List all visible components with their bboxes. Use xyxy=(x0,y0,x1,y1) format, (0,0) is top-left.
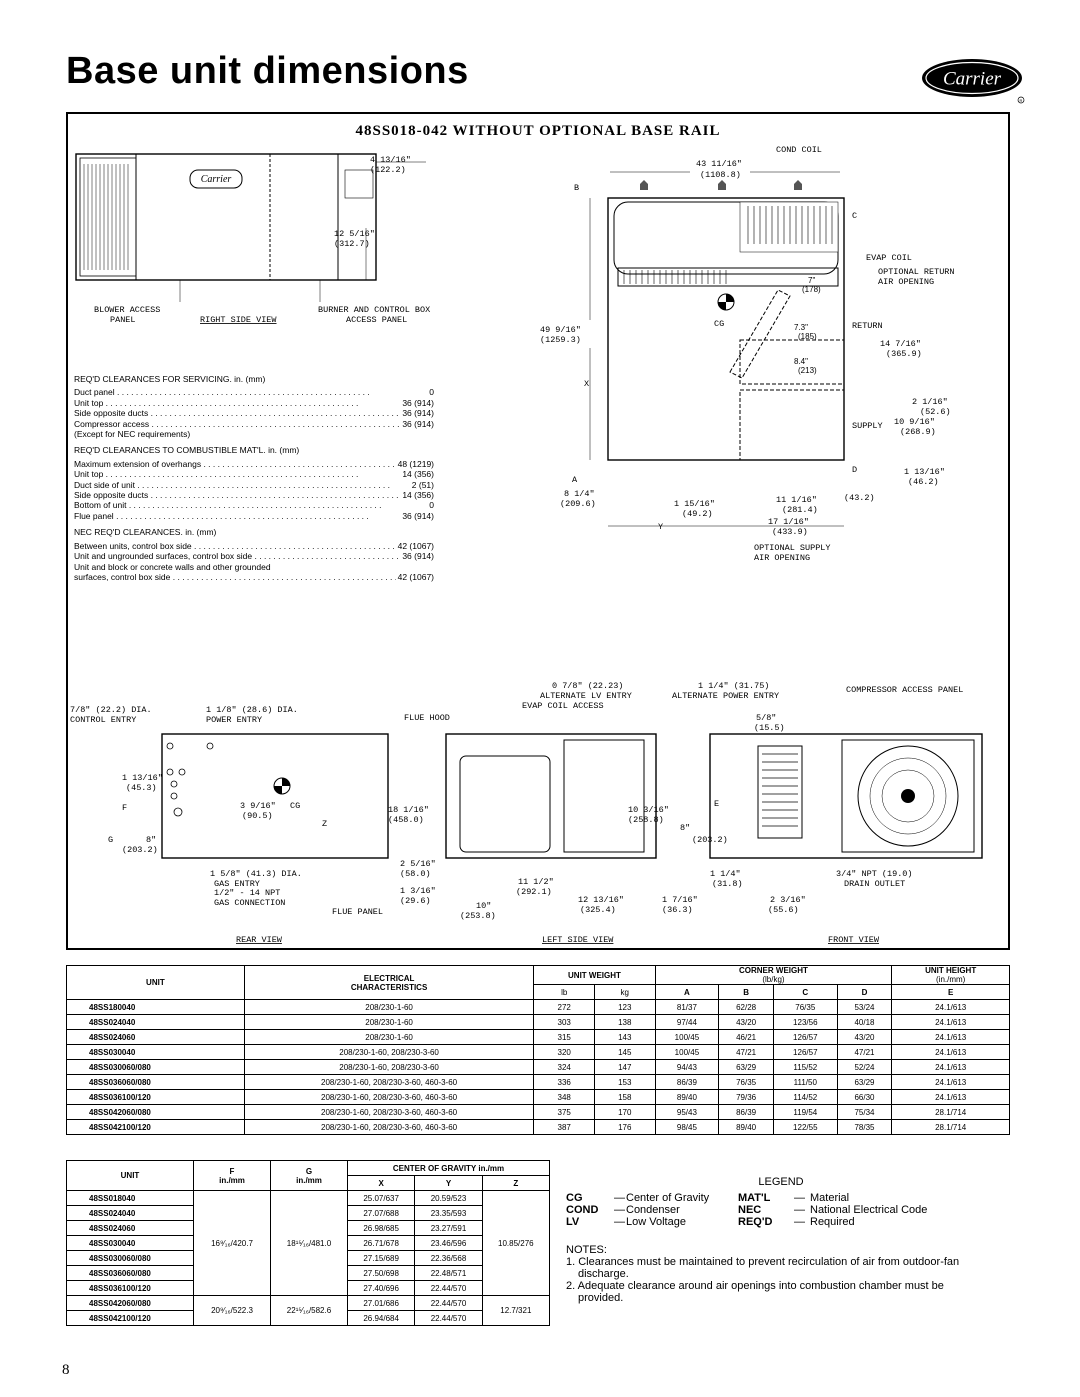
dim-label: 11 1/2" xyxy=(518,877,554,887)
clearance-row: Unit and ungrounded surfaces, control box side . . . 36 (914) xyxy=(74,551,434,561)
table-cell: 28.1/714 xyxy=(892,1120,1010,1135)
dim-label: 2 1/16" xyxy=(912,397,948,407)
table-cell: 40/18 xyxy=(837,1015,892,1030)
table-cell: 22.44/570 xyxy=(415,1281,482,1296)
servicing-heading: REQ'D CLEARANCES FOR SERVICING. in. (mm) xyxy=(74,374,266,384)
label-cg2: CG xyxy=(290,801,301,811)
table-cell: 24.1/613 xyxy=(892,1030,1010,1045)
dim-label: 1 3/16" xyxy=(400,886,436,896)
dim-label: (209.6) xyxy=(560,499,596,509)
dim-label: (258.8) xyxy=(628,815,664,825)
col-header: A xyxy=(655,985,719,1000)
table-cell: 66/30 xyxy=(837,1090,892,1105)
clearance-row: Duct panel . . . 0 xyxy=(74,387,434,397)
table-cell: 26.94/684 xyxy=(348,1311,415,1326)
table-cell: 48SS036100/120 xyxy=(67,1281,194,1296)
label-c: C xyxy=(852,211,858,221)
table-cell: 48SS036060/080 xyxy=(67,1266,194,1281)
table-cell: 76/35 xyxy=(719,1075,774,1090)
dim-label: (312.7) xyxy=(334,239,370,249)
optional-supply-label: OPTIONAL SUPPLY xyxy=(754,543,831,553)
dim-label: 8.4" xyxy=(794,357,808,366)
table-cell: 23.35/593 xyxy=(415,1206,482,1221)
unit-badge: Carrier xyxy=(200,174,232,185)
dim-label: (292.1) xyxy=(516,887,552,897)
dim-label: (90.5) xyxy=(242,811,273,821)
dim-label: 18 1/16" xyxy=(388,805,429,815)
table-cell: 48SS042100/120 xyxy=(67,1311,194,1326)
table-cell: 22¹⁵⁄₁₆/582.6 xyxy=(271,1296,348,1326)
table-cell: 375 xyxy=(534,1105,595,1120)
table-cell: 48SS024060 xyxy=(67,1221,194,1236)
svg-text:R: R xyxy=(1019,98,1023,103)
dim-label: 1 13/16" xyxy=(122,773,163,783)
dim-label: (178) xyxy=(802,285,821,294)
dim-label: 4 13/16" xyxy=(370,155,411,165)
table-cell: 63/29 xyxy=(837,1075,892,1090)
unit-weights-table xyxy=(66,965,1010,1135)
table-cell: 62/28 xyxy=(719,1000,774,1015)
dim-label: 10 9/16" xyxy=(894,417,935,427)
table-row xyxy=(67,1090,1010,1105)
col-header: Y xyxy=(415,1176,482,1191)
dim-label: (58.0) xyxy=(400,869,431,879)
table-cell: 47/21 xyxy=(719,1045,774,1060)
legend xyxy=(566,1176,996,1228)
nec-line: Unit and block or concrete walls and other grounded xyxy=(74,561,271,572)
label-e: E xyxy=(714,799,720,809)
rear-view-label: REAR VIEW xyxy=(236,935,282,945)
table-cell: 48SS030040 xyxy=(67,1045,245,1060)
dim-label: (1259.3) xyxy=(540,335,581,345)
dim-label: (203.2) xyxy=(692,835,728,845)
table-cell: 24.1/613 xyxy=(892,1090,1010,1105)
logo-text: Carrier xyxy=(942,68,1002,90)
flue-panel-label: FLUE PANEL xyxy=(332,907,384,917)
table-cell: 12.7/321 xyxy=(482,1296,549,1326)
dim-label: 1 13/16" xyxy=(904,467,945,477)
table-cell: 43/20 xyxy=(837,1030,892,1045)
drain-npt-label: 3/4" NPT (19.0) xyxy=(836,869,913,879)
col-header: CORNER WEIGHT (lb/kg) xyxy=(655,966,892,985)
table-cell: 320 xyxy=(534,1045,595,1060)
label-x: X xyxy=(584,379,590,389)
col-header: UNIT HEIGHT (in./mm) xyxy=(892,966,1010,985)
front-view-label: FRONT VIEW xyxy=(828,935,880,945)
clearance-row: Duct side of unit . . . 2 (51) xyxy=(74,480,434,490)
table-cell: 24.1/613 xyxy=(892,1000,1010,1015)
dim-label: 8" xyxy=(146,835,157,845)
table-cell: 48SS042060/080 xyxy=(67,1105,245,1120)
table-row xyxy=(67,1191,550,1206)
dim-label: (1108.8) xyxy=(700,170,741,180)
table-cell: 27.50/698 xyxy=(348,1266,415,1281)
table-cell: 23.27/591 xyxy=(415,1221,482,1236)
table-cell: 208/230-1-60, 208/230-3-60, 460-3-60 xyxy=(244,1105,534,1120)
nec-heading: NEC REQ'D CLEARANCES. in. (mm) xyxy=(74,527,217,538)
table-cell: 48SS180040 xyxy=(67,1000,245,1015)
dim-label: (253.8) xyxy=(460,911,496,921)
elevation-views-drawing xyxy=(70,676,1006,948)
table-cell: 145 xyxy=(594,1045,655,1060)
col-header: UNIT WEIGHT xyxy=(534,966,655,985)
table-cell: 115/52 xyxy=(773,1060,837,1075)
table-cell: 22.44/570 xyxy=(415,1296,482,1311)
table-cell: 18¹⁵⁄₁₆/481.0 xyxy=(271,1191,348,1296)
col-header: B xyxy=(719,985,774,1000)
table-cell: 52/24 xyxy=(837,1060,892,1075)
dim-label: (43.2) xyxy=(844,493,875,503)
table-cell: 27.40/696 xyxy=(348,1281,415,1296)
table-cell: 126/57 xyxy=(773,1030,837,1045)
dim-label: 8" xyxy=(680,823,691,833)
legend-row: CG — Center of Gravity MAT'L — Material xyxy=(566,1192,850,1204)
clearance-row: Maximum extension of overhangs . . . 48 (1219) xyxy=(74,459,434,469)
table-cell: 95/43 xyxy=(655,1105,719,1120)
clearance-row: Between units, control box side . . . 42 (1067) xyxy=(74,541,434,551)
table-cell: 20.59/523 xyxy=(415,1191,482,1206)
clearance-row: surfaces, control box side . . . 42 (1067) xyxy=(74,572,434,582)
page-number: 8 xyxy=(62,1362,70,1378)
table-cell: 27.15/689 xyxy=(348,1251,415,1266)
return-label: RETURN xyxy=(852,321,883,331)
table-cell: 208/230-1-60, 208/230-3-60 xyxy=(244,1060,534,1075)
table-cell: 46/21 xyxy=(719,1030,774,1045)
dim-label: 17 1/16" xyxy=(768,517,809,527)
table-cell: 24.1/613 xyxy=(892,1015,1010,1030)
gas-connection-label: GAS CONNECTION xyxy=(214,898,286,908)
table-cell: 26.71/678 xyxy=(348,1236,415,1251)
table-cell: 48SS024060 xyxy=(67,1030,245,1045)
access-panel-label: ACCESS PANEL xyxy=(346,315,408,325)
cond-coil-label: COND COIL xyxy=(776,145,822,155)
table-cell: 86/39 xyxy=(719,1105,774,1120)
dim-label: 10" xyxy=(476,901,492,911)
dim-label: 1 1/8" (28.6) DIA. xyxy=(206,705,298,715)
table-cell: 89/40 xyxy=(719,1120,774,1135)
power-entry-label: POWER ENTRY xyxy=(206,715,263,725)
table-cell: 315 xyxy=(534,1030,595,1045)
dim-label: (281.4) xyxy=(782,505,818,515)
table-cell: 48SS018040 xyxy=(67,1191,194,1206)
table-row xyxy=(67,1296,550,1311)
col-header: F in./mm xyxy=(194,1161,271,1191)
evap-coil-label: EVAP COIL xyxy=(866,253,912,263)
table-cell: 22.48/571 xyxy=(415,1266,482,1281)
dim-label: (185) xyxy=(798,332,817,341)
section-heading: 48SS018-042 WITHOUT OPTIONAL BASE RAIL xyxy=(355,123,721,139)
table-cell: 272 xyxy=(534,1000,595,1015)
table-cell: 22.44/570 xyxy=(415,1311,482,1326)
clearance-row: Compressor access . . . 36 (914) xyxy=(74,419,434,429)
top-view-drawing xyxy=(540,140,980,570)
table-cell: 25.07/637 xyxy=(348,1191,415,1206)
servicing-note: (Except for NEC requirements) xyxy=(74,429,191,440)
table-cell: 122/55 xyxy=(773,1120,837,1135)
dim-label: 1 15/16" xyxy=(674,499,715,509)
table-cell: 48SS024040 xyxy=(67,1015,245,1030)
carrier-logo xyxy=(920,56,1030,104)
gas-entry-label: GAS ENTRY xyxy=(214,879,260,889)
table-cell: 387 xyxy=(534,1120,595,1135)
table-cell: 48SS042060/080 xyxy=(67,1296,194,1311)
clearance-row: Unit top . . . 14 (356) xyxy=(74,469,434,479)
table-cell: 176 xyxy=(594,1120,655,1135)
col-header: ELECTRICAL CHARACTERISTICS xyxy=(244,966,534,1000)
table-cell: 28.1/714 xyxy=(892,1105,1010,1120)
table-cell: 138 xyxy=(594,1015,655,1030)
col-header: Z xyxy=(482,1176,549,1191)
dim-label: 8 1/4" xyxy=(564,489,595,499)
table-cell: 100/45 xyxy=(655,1045,719,1060)
dim-label: (45.3) xyxy=(126,783,157,793)
dim-label: 7.3" xyxy=(794,323,808,332)
table-cell: 97/44 xyxy=(655,1015,719,1030)
notes-title: NOTES: xyxy=(566,1244,607,1256)
table-cell: 208/230-1-60 xyxy=(244,1015,534,1030)
supply-label: SUPPLY xyxy=(852,421,883,431)
col-header: C xyxy=(773,985,837,1000)
dim-label: 12 13/16" xyxy=(578,895,624,905)
dim-label: (122.2) xyxy=(370,165,406,175)
table-row xyxy=(67,1045,1010,1060)
dim-label: 49 9/16" xyxy=(540,325,581,335)
drain-outlet-label: DRAIN OUTLET xyxy=(844,879,906,889)
table-cell: 98/45 xyxy=(655,1120,719,1135)
evap-coil-access-label: EVAP COIL ACCESS xyxy=(522,701,604,711)
control-entry-label: CONTROL ENTRY xyxy=(70,715,137,725)
air-opening-label: AIR OPENING xyxy=(754,553,811,563)
dim-label: (15.5) xyxy=(754,723,785,733)
table-cell: 170 xyxy=(594,1105,655,1120)
table-row xyxy=(67,1015,1010,1030)
col-header: D xyxy=(837,985,892,1000)
table-cell: 23.46/596 xyxy=(415,1236,482,1251)
panel-label: PANEL xyxy=(110,315,136,325)
label-f: F xyxy=(122,803,128,813)
table-row xyxy=(67,1120,1010,1135)
table-cell: 27.01/686 xyxy=(348,1296,415,1311)
npt-label: 1/2" - 14 NPT xyxy=(214,888,281,898)
table-cell: 48SS036060/080 xyxy=(67,1075,245,1090)
note-item: 1. Clearances must be maintained to prevent recirculation of air from outdoor-fan discharge. xyxy=(566,1256,960,1280)
dim-label: (213) xyxy=(798,366,817,375)
legend-row: COND — Condenser NEC — National Electrical Code xyxy=(566,1204,928,1216)
clearance-row: Bottom of unit . . . 0 xyxy=(74,500,434,510)
dim-label: (29.6) xyxy=(400,896,431,906)
alt-lv-entry-label: ALTERNATE LV ENTRY xyxy=(540,691,632,701)
table-cell: 76/35 xyxy=(773,1000,837,1015)
table-cell: 22.36/568 xyxy=(415,1251,482,1266)
legend-title: LEGEND xyxy=(758,1176,804,1188)
dim-label: (268.9) xyxy=(900,427,936,437)
right-side-view-drawing xyxy=(70,150,450,330)
table-cell: 100/45 xyxy=(655,1030,719,1045)
table-cell: 16⁹⁄₁₆/420.7 xyxy=(194,1191,271,1296)
table-cell: 24.1/613 xyxy=(892,1075,1010,1090)
table-cell: 336 xyxy=(534,1075,595,1090)
note-item: 2. Adequate clearance around air openings into combustion chamber must be provided. xyxy=(566,1280,944,1304)
table-cell: 53/24 xyxy=(837,1000,892,1015)
table-cell: 119/54 xyxy=(773,1105,837,1120)
flue-hood-label: FLUE HOOD xyxy=(404,713,450,723)
table-row xyxy=(67,1060,1010,1075)
table-cell: 48SS036100/120 xyxy=(67,1090,245,1105)
clearances-block xyxy=(74,374,434,582)
dim-label: (365.9) xyxy=(886,349,922,359)
table-cell: 324 xyxy=(534,1060,595,1075)
label-g: G xyxy=(108,835,114,845)
label-a: A xyxy=(572,475,578,485)
dim-label: 1 5/8" (41.3) DIA. xyxy=(210,869,302,879)
table-cell: 75/34 xyxy=(837,1105,892,1120)
left-side-view-label: LEFT SIDE VIEW xyxy=(542,935,614,945)
dim-label: (203.2) xyxy=(122,845,158,855)
table-cell: 27.07/688 xyxy=(348,1206,415,1221)
dim-label: (55.6) xyxy=(768,905,799,915)
table-cell: 123/56 xyxy=(773,1015,837,1030)
compressor-access-label: COMPRESSOR ACCESS PANEL xyxy=(846,685,964,695)
table-cell: 348 xyxy=(534,1090,595,1105)
dim-label: 2 5/16" xyxy=(400,859,436,869)
right-side-view-label: RIGHT SIDE VIEW xyxy=(200,315,277,325)
table-cell: 48SS042100/120 xyxy=(67,1120,245,1135)
dim-label: 2 3/16" xyxy=(770,895,806,905)
dim-label: 3 9/16" xyxy=(240,801,276,811)
table-cell: 48SS030060/080 xyxy=(67,1060,245,1075)
dim-label: (458.0) xyxy=(388,815,424,825)
table-cell: 48SS030060/080 xyxy=(67,1251,194,1266)
table-row xyxy=(67,1075,1010,1090)
table-cell: 208/230-1-60, 208/230-3-60, 460-3-60 xyxy=(244,1075,534,1090)
dim-label: 7/8" (22.2) DIA. xyxy=(70,705,152,715)
table-cell: 126/57 xyxy=(773,1045,837,1060)
dim-label: (52.6) xyxy=(920,407,951,417)
label-cg: CG xyxy=(714,319,725,329)
table-row xyxy=(67,1030,1010,1045)
clearance-row: Side opposite ducts . . . 14 (356) xyxy=(74,490,434,500)
dim-label: 0 7/8" (22.23) xyxy=(552,681,624,691)
table-cell: 153 xyxy=(594,1075,655,1090)
dim-label: 14 7/16" xyxy=(880,339,921,349)
dim-label: (325.4) xyxy=(580,905,616,915)
dim-label: (433.9) xyxy=(772,527,808,537)
blower-access-label: BLOWER ACCESS xyxy=(94,305,161,315)
table-cell: 24.1/613 xyxy=(892,1060,1010,1075)
dim-label: (31.8) xyxy=(712,879,743,889)
col-header: lb xyxy=(534,985,595,1000)
col-header: G in./mm xyxy=(271,1161,348,1191)
table-cell: 111/50 xyxy=(773,1075,837,1090)
legend-row: LV — Low Voltage REQ'D — Required xyxy=(566,1216,855,1228)
table-cell: 78/35 xyxy=(837,1120,892,1135)
col-header: CENTER OF GRAVITY in./mm xyxy=(348,1161,550,1176)
table-cell: 48SS030040 xyxy=(67,1236,194,1251)
table-cell: 208/230-1-60, 208/230-3-60 xyxy=(244,1045,534,1060)
table-cell: 81/37 xyxy=(655,1000,719,1015)
table-cell: 123 xyxy=(594,1000,655,1015)
table-cell: 86/39 xyxy=(655,1075,719,1090)
col-header: UNIT xyxy=(67,1161,194,1191)
dim-label: (36.3) xyxy=(662,905,693,915)
table-cell: 158 xyxy=(594,1090,655,1105)
dim-label: 1 1/4" (31.75) xyxy=(698,681,770,691)
table-cell: 114/52 xyxy=(773,1090,837,1105)
air-opening-label: AIR OPENING xyxy=(878,277,935,287)
dim-label: 10 3/16" xyxy=(628,805,669,815)
col-header: E xyxy=(892,985,1010,1000)
optional-return-label: OPTIONAL RETURN xyxy=(878,267,955,277)
table-cell: 63/29 xyxy=(719,1060,774,1075)
table-cell: 20⁹⁄₁₆/522.3 xyxy=(194,1296,271,1326)
table-cell: 208/230-1-60, 208/230-3-60, 460-3-60 xyxy=(244,1090,534,1105)
table-cell: 79/36 xyxy=(719,1090,774,1105)
dim-label: 43 11/16" xyxy=(696,159,742,169)
clearance-row: Flue panel . . . 36 (914) xyxy=(74,511,434,521)
clearance-row: Unit top . . . 36 (914) xyxy=(74,398,434,408)
table-cell: 47/21 xyxy=(837,1045,892,1060)
table-cell: 43/20 xyxy=(719,1015,774,1030)
label-b: B xyxy=(574,183,580,193)
table-cell: 48SS024040 xyxy=(67,1206,194,1221)
col-header: UNIT xyxy=(67,966,245,1000)
dim-label: (46.2) xyxy=(908,477,939,487)
label-y: Y xyxy=(658,522,664,532)
dim-label: 11 1/16" xyxy=(776,495,817,505)
table-cell: 147 xyxy=(594,1060,655,1075)
table-cell: 89/40 xyxy=(655,1090,719,1105)
center-of-gravity-table xyxy=(66,1160,550,1326)
notes xyxy=(566,1244,986,1304)
table-cell: 24.1/613 xyxy=(892,1045,1010,1060)
table-cell: 303 xyxy=(534,1015,595,1030)
col-header: kg xyxy=(594,985,655,1000)
dim-label: 1 1/4" xyxy=(710,869,741,879)
table-cell: 26.98/685 xyxy=(348,1221,415,1236)
clearance-row: Side opposite ducts . . . 36 (914) xyxy=(74,408,434,418)
alt-power-entry-label: ALTERNATE POWER ENTRY xyxy=(672,691,780,701)
dim-label: 7" xyxy=(808,276,816,285)
table-cell: 208/230-1-60 xyxy=(244,1030,534,1045)
dim-label: 5/8" xyxy=(756,713,777,723)
label-d: D xyxy=(852,465,858,475)
table-row xyxy=(67,1105,1010,1120)
table-cell: 94/43 xyxy=(655,1060,719,1075)
burner-control-label: BURNER AND CONTROL BOX xyxy=(318,305,431,315)
col-header: X xyxy=(348,1176,415,1191)
table-row xyxy=(67,1000,1010,1015)
label-z: Z xyxy=(322,819,328,829)
dim-label: 1 7/16" xyxy=(662,895,698,905)
dim-label: (49.2) xyxy=(682,509,713,519)
dim-label: 12 5/16" xyxy=(334,229,375,239)
page-title: Base unit dimensions xyxy=(66,50,469,92)
table-cell: 208/230-1-60 xyxy=(244,1000,534,1015)
table-cell: 10.85/276 xyxy=(482,1191,549,1296)
table-cell: 143 xyxy=(594,1030,655,1045)
table-cell: 208/230-1-60, 208/230-3-60, 460-3-60 xyxy=(244,1120,534,1135)
combustible-heading: REQ'D CLEARANCES TO COMBUSTIBLE MAT'L. in. (mm) xyxy=(74,445,300,456)
